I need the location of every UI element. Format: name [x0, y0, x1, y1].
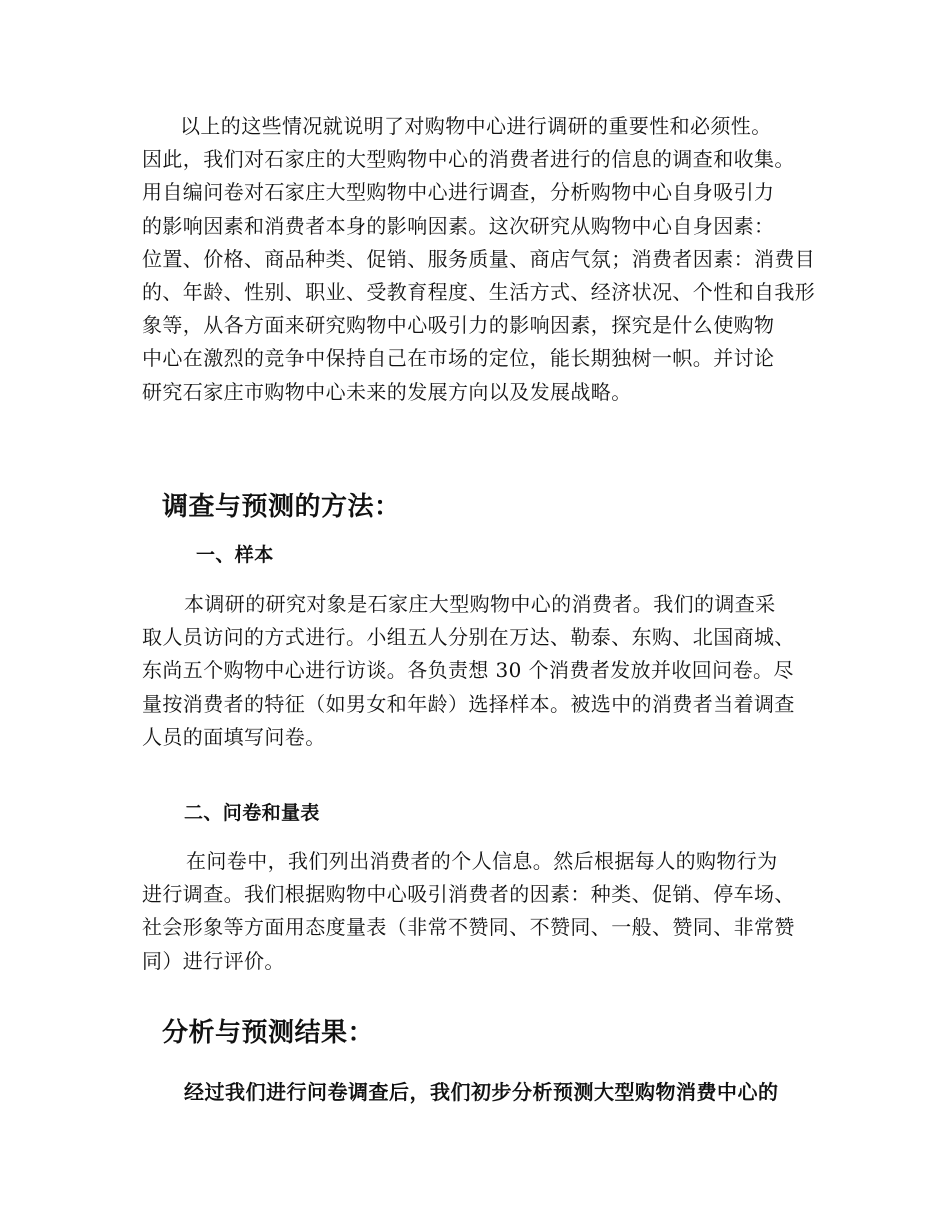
section-heading-results: 分析与预测结果：: [162, 1018, 375, 1048]
intro-paragraph: [142, 110, 822, 409]
paragraph-line: 用自编问卷对石家庄大型购物中心进行调查，分析购物中心自身吸引力: [142, 180, 775, 205]
paragraph-line: 的影响因素和消费者本身的影响因素。这次研究从购物中心自身因素：: [142, 213, 775, 238]
questionnaire-paragraph: [142, 845, 822, 978]
paragraph-line: 在问卷中，我们列出消费者的个人信息。然后根据每人的购物行为: [186, 849, 778, 873]
subsection-heading-questionnaire: 二、问卷和量表: [184, 802, 320, 824]
section-heading-methods: 调查与预测的方法：: [162, 492, 401, 522]
paragraph-line: 位置、价格、商品种类、促销、服务质量、商店气氛；消费者因素：消费目: [142, 246, 816, 271]
subsection-heading-sample: 一、样本: [196, 544, 274, 566]
paragraph-line: 取人员访问的方式进行。小组五人分别在万达、勒泰、东购、北国商城、: [142, 625, 795, 650]
results-first-line: 经过我们进行问卷调查后，我们初步分析预测大型购物消费中心的: [184, 1080, 779, 1104]
paragraph-line: 同）进行评价。: [142, 948, 285, 973]
paragraph-line: 以上的这些情况就说明了对购物中心进行调研的重要性和必须性。: [180, 114, 772, 138]
sample-paragraph: [142, 588, 822, 754]
paragraph-line: 的、年龄、性别、职业、受教育程度、生活方式、经济状况、个性和自我形: [142, 279, 816, 304]
paragraph-line: 量按消费者的特征（如男女和年龄）选择样本。被选中的消费者当着调查: [142, 691, 795, 716]
paragraph-line: 因此，我们对石家庄的大型购物中心的消费者进行的信息的调查和收集。: [142, 147, 795, 172]
paragraph-line: 东尚五个购物中心进行访谈。各负责想 30 个消费者发放并收回问卷。尽: [142, 658, 794, 683]
paragraph-line: 研究石家庄市购物中心未来的发展方向以及发展战略。: [142, 379, 632, 404]
paragraph-line: 人员的面填写问卷。: [142, 724, 326, 749]
paragraph-line: 象等，从各方面来研究购物中心吸引力的影响因素，探究是什么使购物: [142, 313, 775, 338]
paragraph-line: 社会形象等方面用态度量表（非常不赞同、不赞同、一般、赞同、非常赞: [142, 915, 795, 940]
paragraph-line: 进行调查。我们根据购物中心吸引消费者的因素：种类、促销、停车场、: [142, 882, 795, 907]
paragraph-line: 中心在激烈的竞争中保持自己在市场的定位，能长期独树一帜。并讨论: [142, 346, 775, 371]
paragraph-line: 本调研的研究对象是石家庄大型购物中心的消费者。我们的调查采: [184, 592, 776, 616]
